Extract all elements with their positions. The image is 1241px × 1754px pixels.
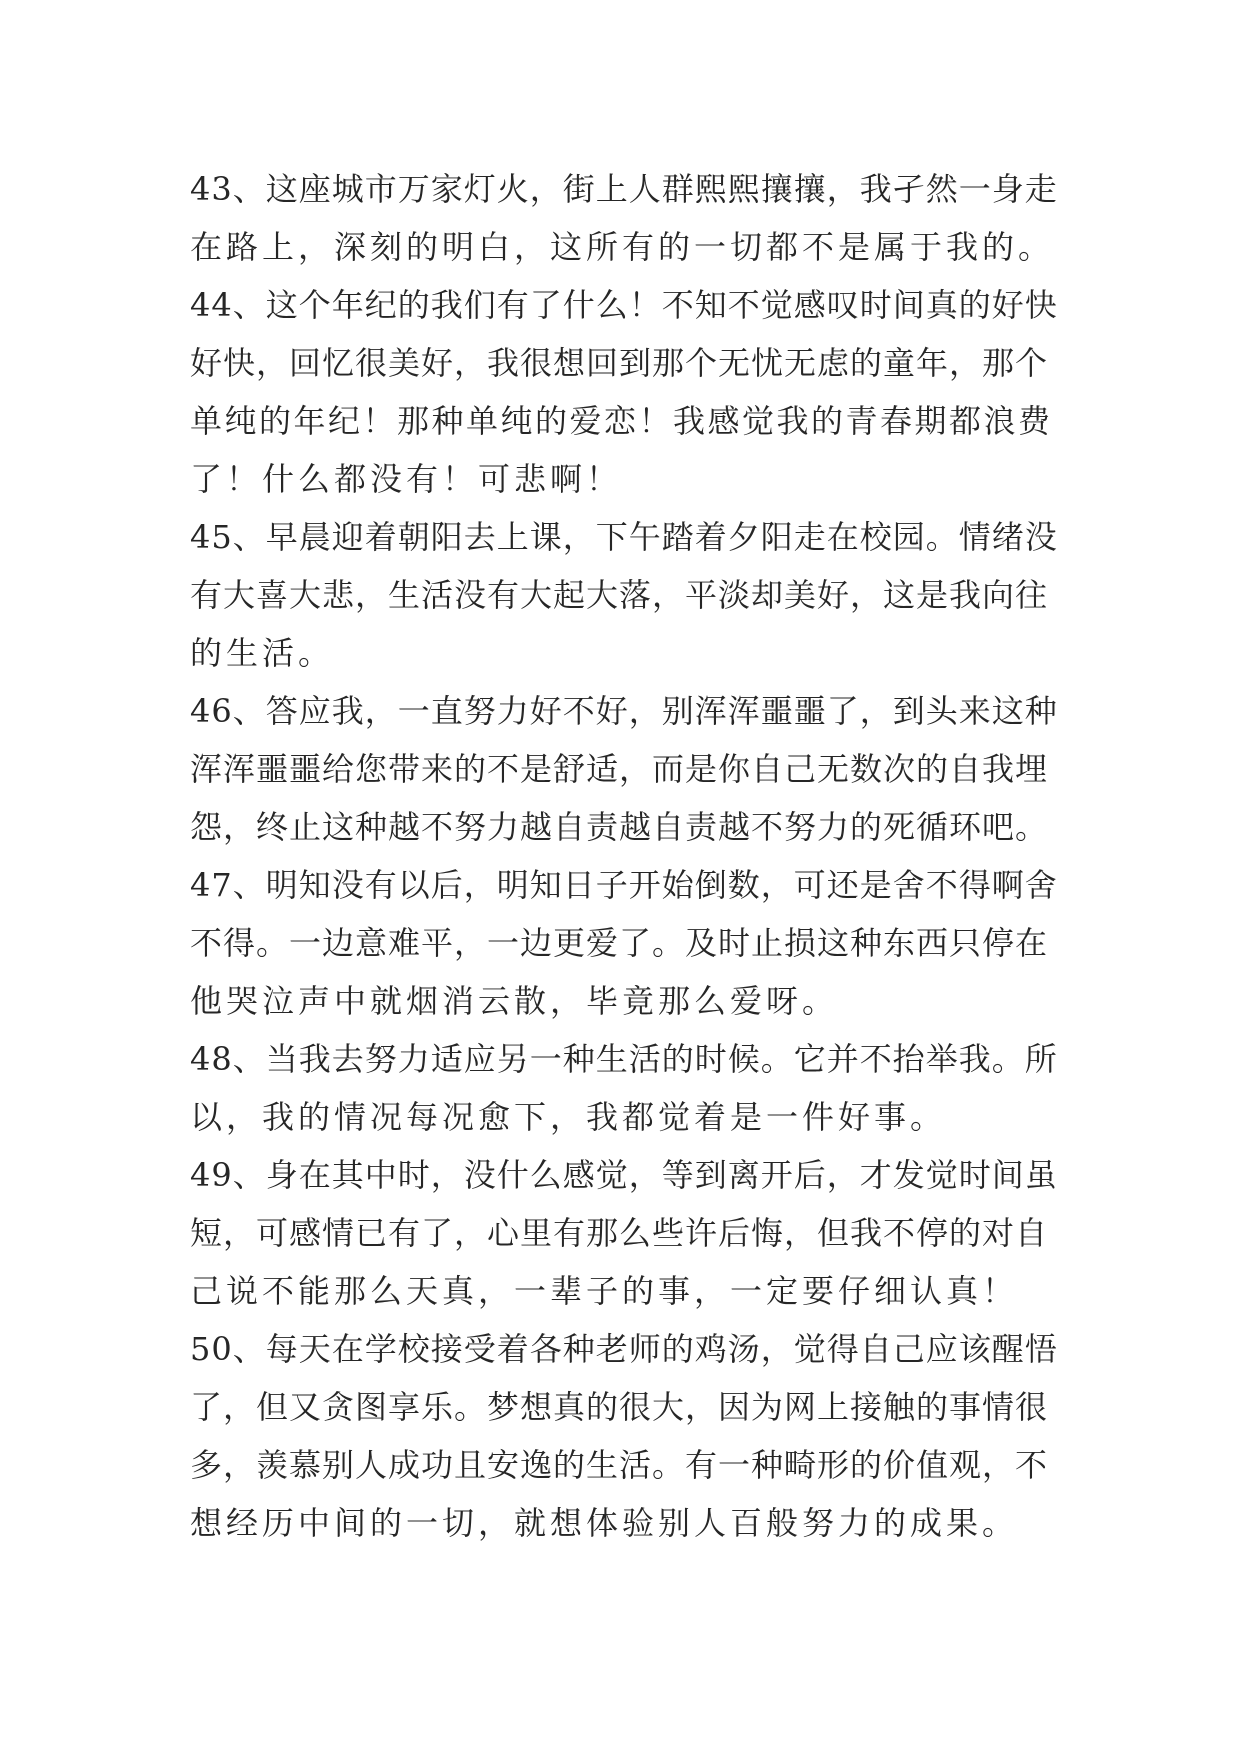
text-line: 50、每天在学校接受着各种老师的鸡汤，觉得自己应该醒悟 xyxy=(190,1330,1058,1368)
text-line: 己说不能那么天真，一辈子的事，一定要仔细认真！ xyxy=(190,1272,1019,1310)
text-line: 了，但又贪图享乐。梦想真的很大，因为网上接触的事情很 xyxy=(190,1388,1049,1426)
text-line: 有大喜大悲，生活没有大起大落，平淡却美好，这是我向往 xyxy=(190,576,1049,614)
text-line: 48、当我去努力适应另一种生活的时候。它并不抬举我。所 xyxy=(190,1040,1058,1078)
text-line: 怨，终止这种越不努力越自责越自责越不努力的死循环吧。 xyxy=(190,808,1049,846)
text-line: 单纯的年纪！那种单纯的爱恋！我感觉我的青春期都浪费 xyxy=(190,402,1053,440)
text-line: 的生活。 xyxy=(190,634,335,672)
text-line: 44、这个年纪的我们有了什么！不知不觉感叹时间真的好快 xyxy=(190,286,1058,324)
text-line: 多，羡慕别人成功且安逸的生活。有一种畸形的价值观，不 xyxy=(190,1446,1049,1484)
text-line: 45、早晨迎着朝阳去上课，下午踏着夕阳走在校园。情绪没 xyxy=(190,518,1058,556)
text-line: 好快，回忆很美好，我很想回到那个无忧无虑的童年，那个 xyxy=(190,344,1049,382)
text-line: 43、这座城市万家灯火，街上人群熙熙攘攘，我孑然一身走 xyxy=(190,170,1058,208)
text-line: 想经历中间的一切，就想体验别人百般努力的成果。 xyxy=(190,1504,1019,1542)
text-line: 浑浑噩噩给您带来的不是舒适，而是你自己无数次的自我埋 xyxy=(190,750,1049,788)
text-line: 不得。一边意难平，一边更爱了。及时止损这种东西只停在 xyxy=(190,924,1049,962)
text-line: 以，我的情况每况愈下，我都觉着是一件好事。 xyxy=(190,1098,947,1136)
text-line: 49、身在其中时，没什么感觉，等到离开后，才发觉时间虽 xyxy=(190,1156,1058,1194)
text-line: 46、答应我，一直努力好不好，别浑浑噩噩了，到头来这种 xyxy=(190,692,1058,730)
text-line: 了！什么都没有！可悲啊！ xyxy=(190,460,623,498)
text-line: 他哭泣声中就烟消云散，毕竟那么爱呀。 xyxy=(190,982,839,1020)
text-line: 短，可感情已有了，心里有那么些许后悔，但我不停的对自 xyxy=(190,1214,1049,1252)
text-line: 在路上，深刻的明白，这所有的一切都不是属于我的。 xyxy=(190,228,1055,266)
text-line: 47、明知没有以后，明知日子开始倒数，可还是舍不得啊舍 xyxy=(190,866,1058,904)
document-body xyxy=(190,160,1060,1552)
